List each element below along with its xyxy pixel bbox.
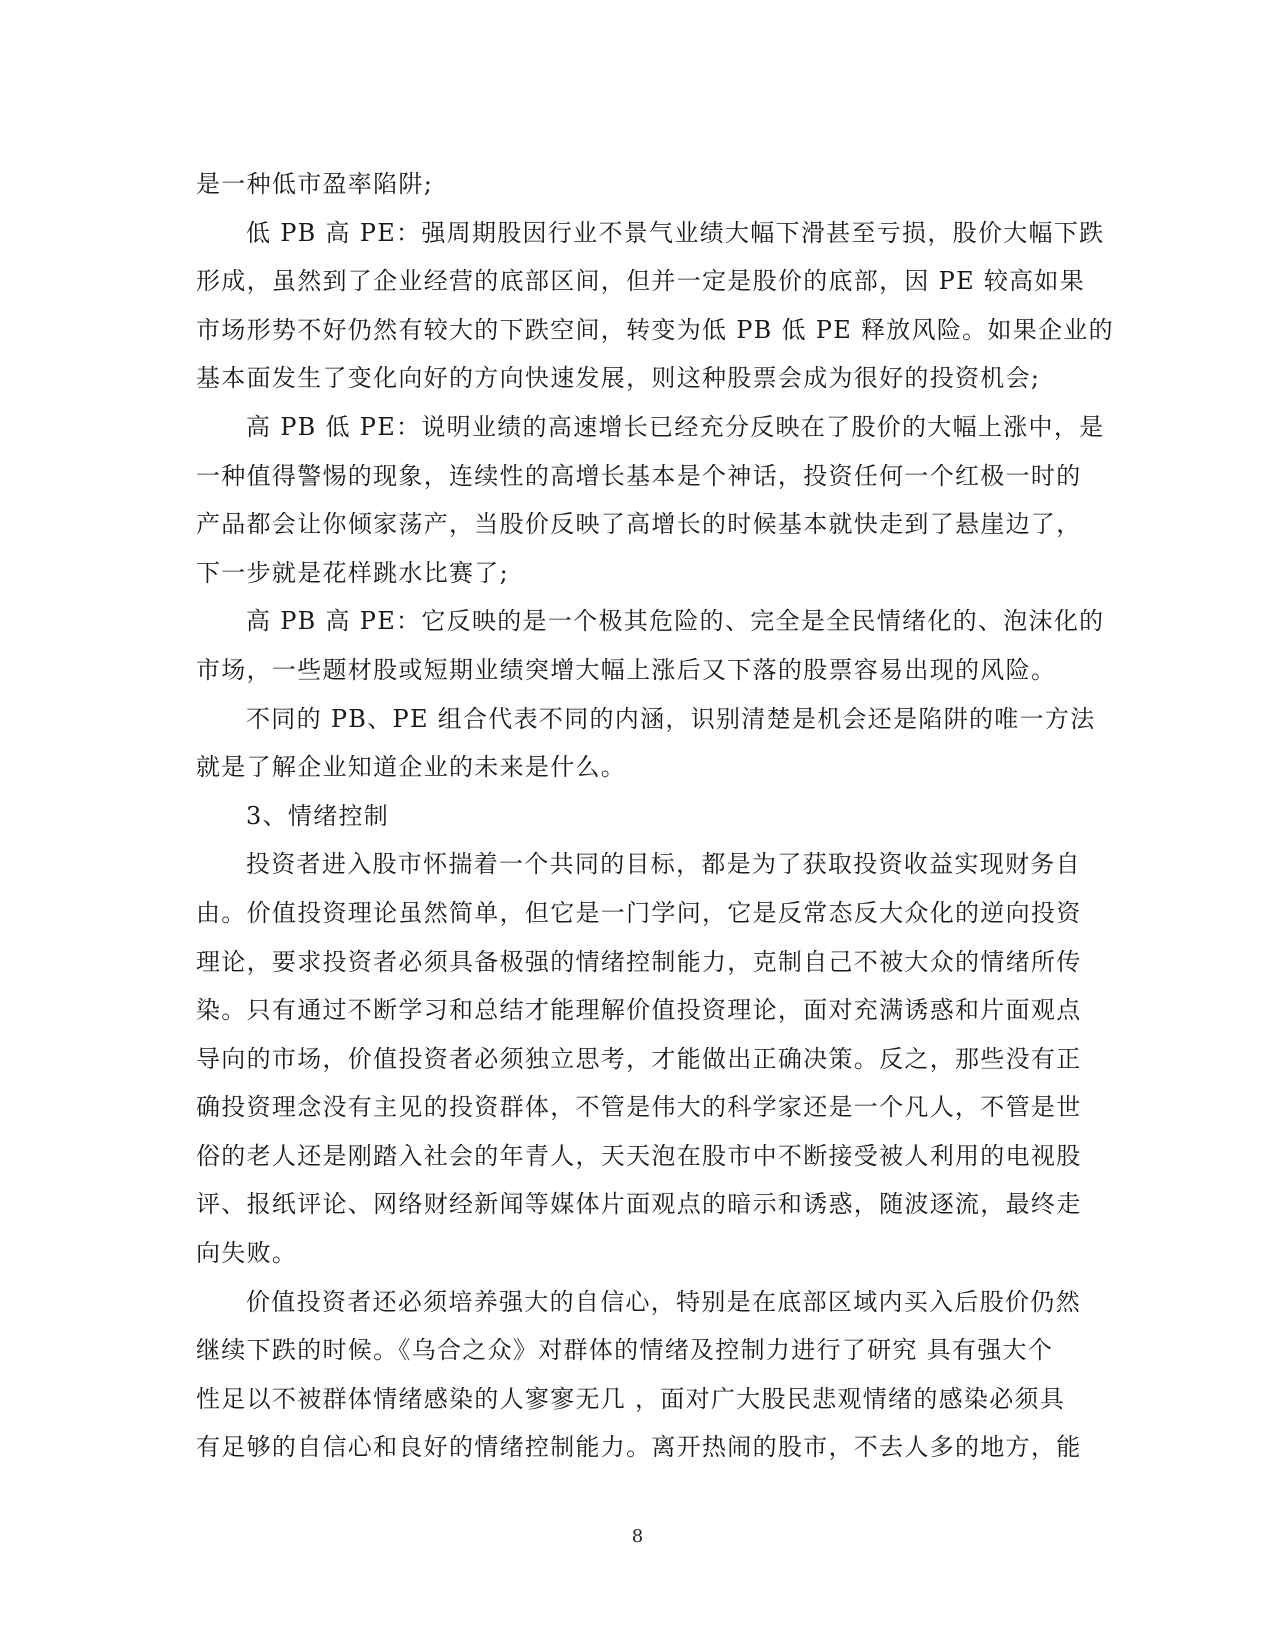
text-line: 低 PB 高 PE：强周期股因行业不景气业绩大幅下滑甚至亏损，股价大幅下跌	[246, 218, 1105, 247]
text-line: 基本面发生了变化向好的方向快速发展，则这种股票会成为很好的投资机会;	[196, 364, 1041, 393]
text-line: 一种值得警惕的现象，连续性的高增长基本是个神话，投资任何一个红极一时的	[196, 461, 1082, 490]
text-line: 性足以不被群体情绪感染的人寥寥无几 ，面对广大股民悲观情绪的感染必须具	[196, 1384, 1066, 1413]
text-line: 3、情绪控制	[246, 801, 390, 830]
text-line: 评、报纸评论、网络财经新闻等媒体片面观点的暗示和诱惑，随波逐流，最终走	[196, 1190, 1082, 1219]
text-line: 有足够的自信心和良好的情绪控制能力。离开热闹的股市，不去人多的地方，能	[196, 1433, 1082, 1462]
text-line: 不同的 PB、PE 组合代表不同的内涵，识别清楚是机会还是陷阱的唯一方法	[246, 704, 1096, 733]
text-line: 就是了解企业知道企业的未来是什么。	[196, 753, 627, 782]
text-line: 产品都会让你倾家荡产，当股价反映了高增长的时候基本就快走到了悬崖边了，	[196, 510, 1082, 539]
text-line: 染。只有通过不断学习和总结才能理解价值投资理论，面对充满诱惑和片面观点	[196, 996, 1082, 1025]
text-line: 由。价值投资理论虽然简单，但它是一门学问，它是反常态反大众化的逆向投资	[196, 898, 1082, 927]
text-line: 高 PB 低 PE：说明业绩的高速增长已经充分反映在了股价的大幅上涨中，是	[246, 412, 1105, 441]
body-text	[196, 160, 1114, 1472]
text-line: 向失败。	[196, 1239, 298, 1268]
text-line: 市场，一些题材股或短期业绩突增大幅上涨后又下落的股票容易出现的风险。	[196, 655, 1057, 684]
page-number: 8	[631, 1526, 644, 1547]
text-line: 形成，虽然到了企业经营的底部区间，但并一定是股价的底部，因 PE 较高如果	[196, 267, 1086, 296]
text-line: 投资者进入股市怀揣着一个共同的目标，都是为了获取投资收益实现财务自	[246, 850, 1081, 879]
text-line: 高 PB 高 PE：它反映的是一个极其危险的、完全是全民情绪化的、泡沫化的	[246, 607, 1105, 636]
text-line: 下一步就是花样跳水比赛了;	[196, 558, 509, 587]
text-line: 理论，要求投资者必须具备极强的情绪控制能力，克制自己不被大众的情绪所传	[196, 947, 1082, 976]
text-line: 确投资理念没有主见的投资群体，不管是伟大的科学家还是一个凡人，不管是世	[196, 1093, 1082, 1122]
text-line: 价值投资者还必须培养强大的自信心，特别是在底部区域内买入后股价仍然	[246, 1287, 1081, 1316]
text-line: 市场形势不好仍然有较大的下跌空间，转变为低 PB 低 PE 释放风险。如果企业的	[196, 315, 1114, 344]
text-line: 是一种低市盈率陷阱;	[196, 170, 434, 198]
text-line: 俗的老人还是刚踏入社会的年青人，天天泡在股市中不断接受被人利用的电视股	[196, 1141, 1082, 1170]
text-line: 继续下跌的时候。《乌合之众》对群体的情绪及控制力进行了研究 具有强大个	[196, 1336, 1054, 1365]
text-line: 导向的市场，价值投资者必须独立思考，才能做出正确决策。反之，那些没有正	[196, 1044, 1082, 1073]
